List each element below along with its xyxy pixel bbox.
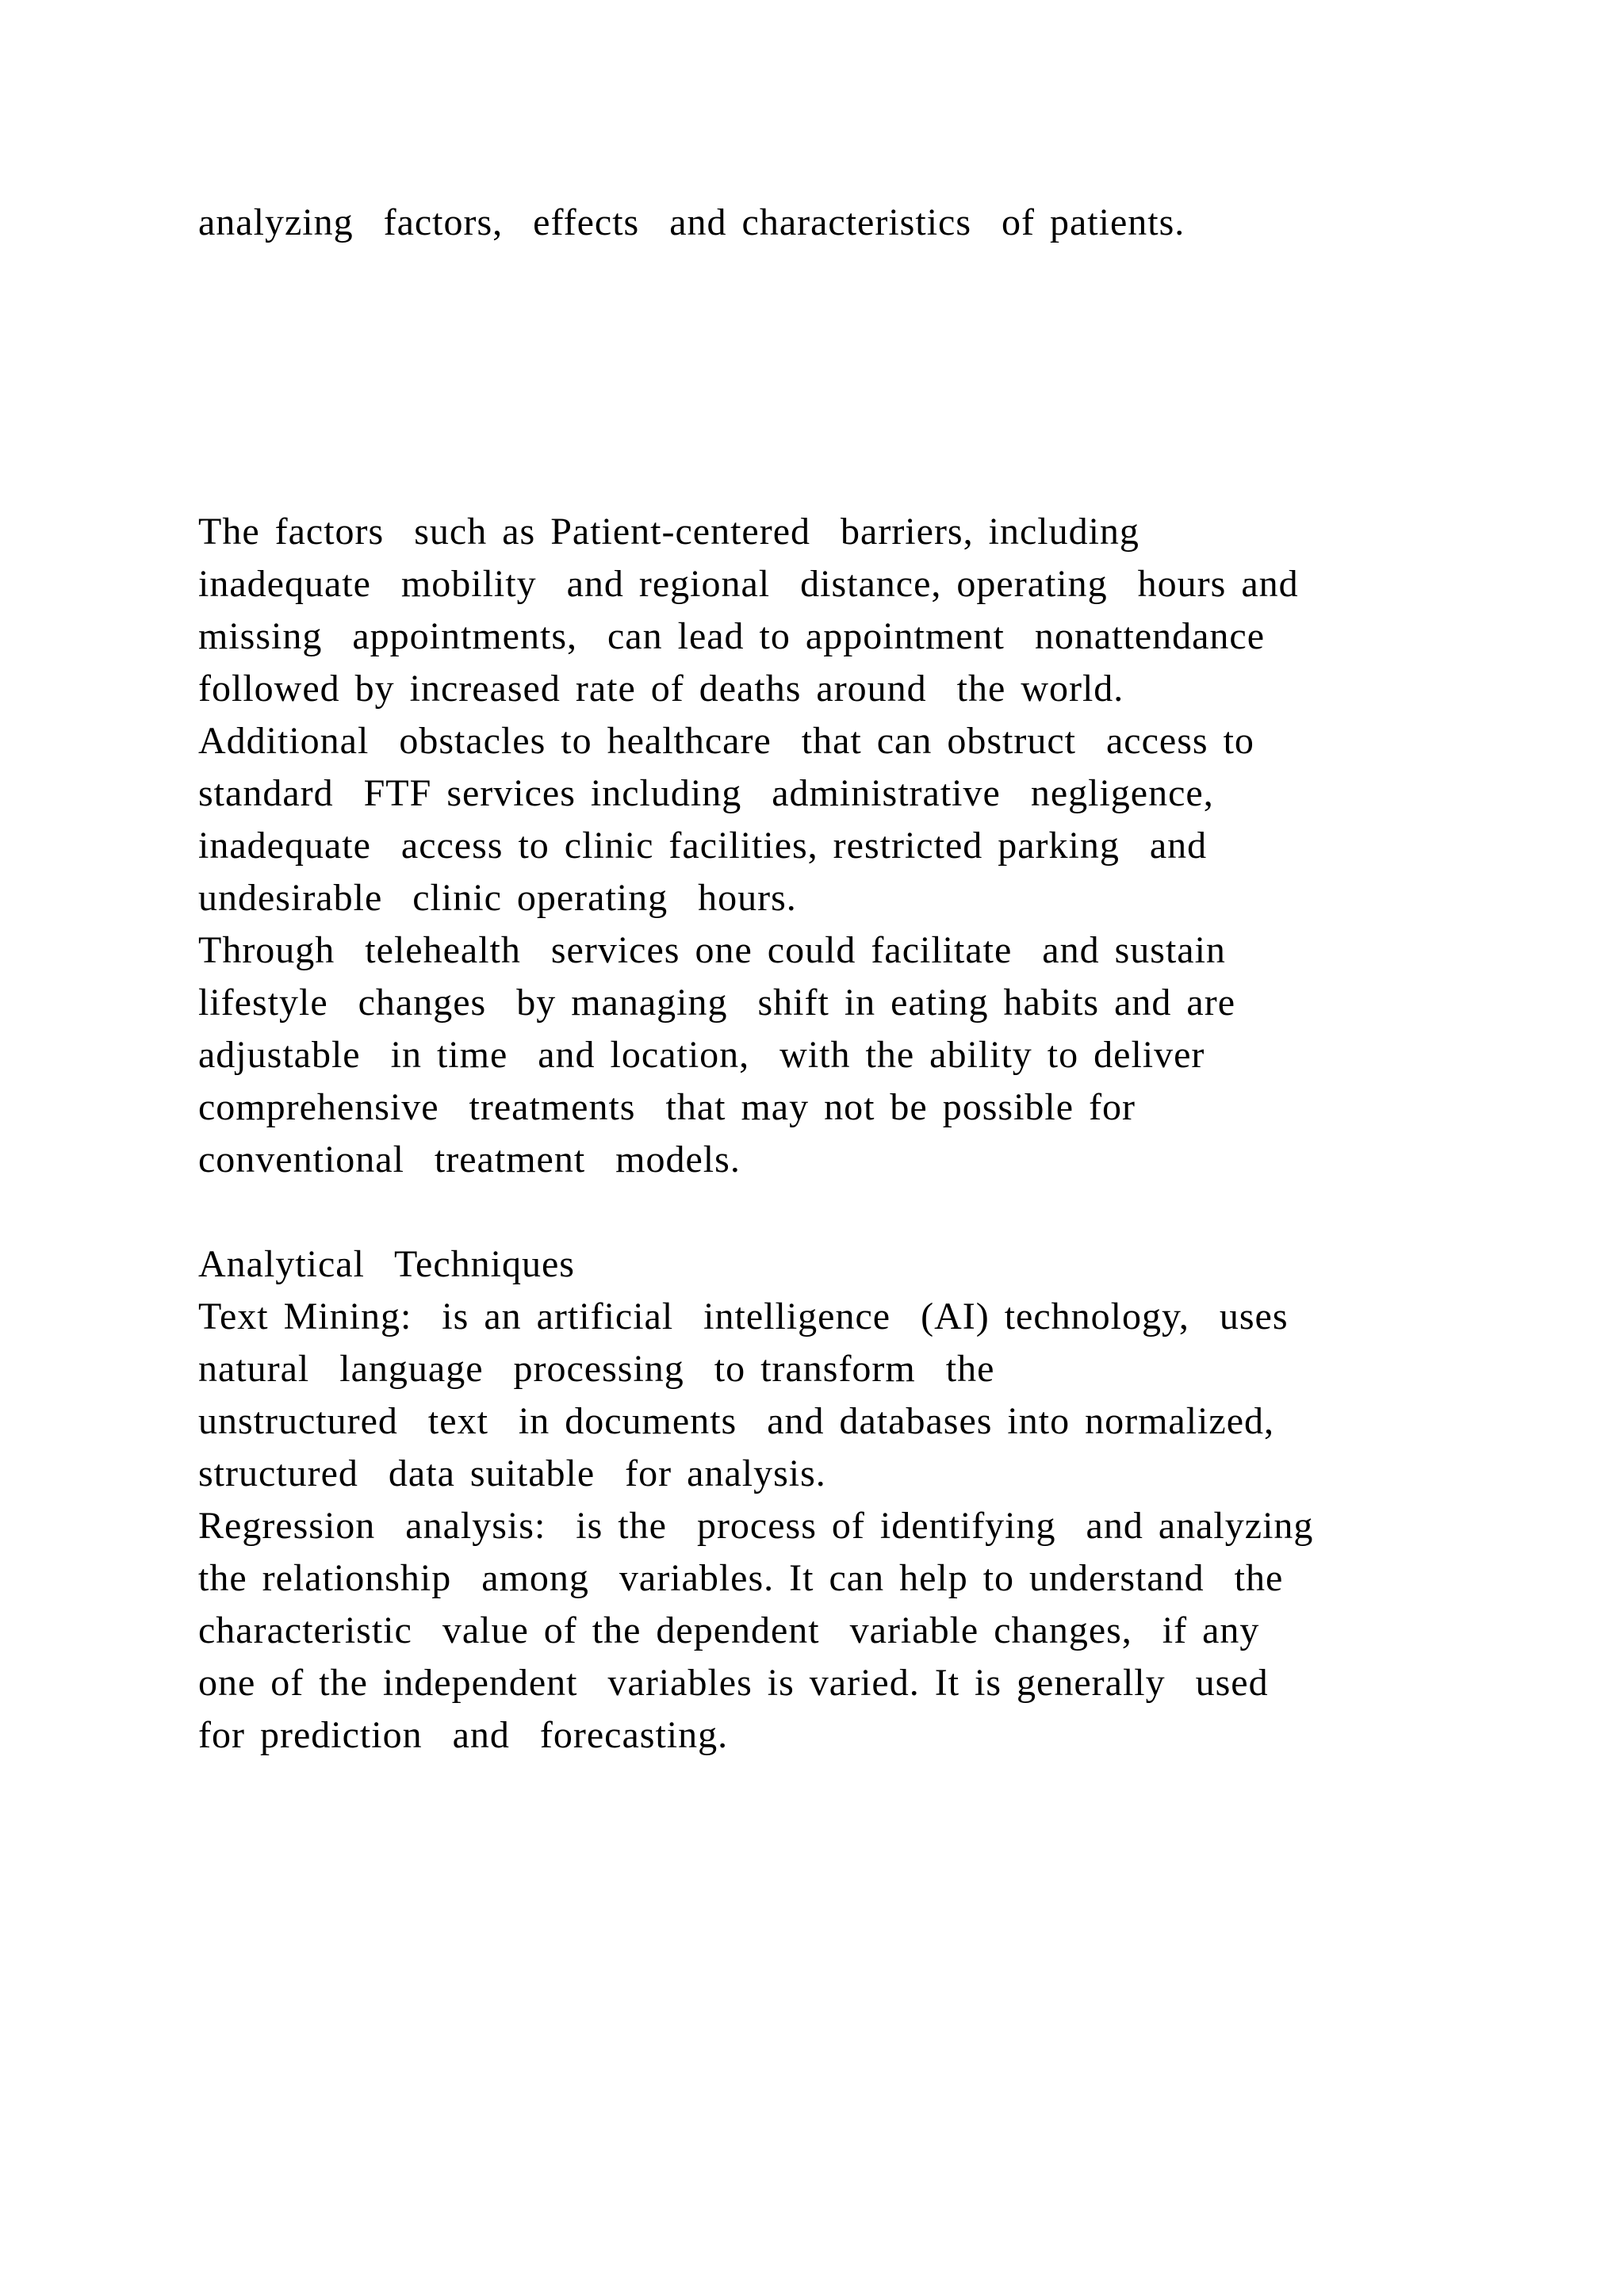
text-line: analyzing factors, effects and characteristics of patients. bbox=[198, 201, 1185, 243]
text-line: Additional obstacles to healthcare that can obstruct access to bbox=[198, 720, 1254, 762]
text-line: conventional treatment models. bbox=[198, 1138, 741, 1181]
text-line: Text Mining: is an artificial intelligence (AI) technology, uses bbox=[198, 1295, 1289, 1337]
text-line: natural language processing to transform the bbox=[198, 1348, 995, 1390]
text-line: one of the independent variables is varied. It is generally used bbox=[198, 1662, 1269, 1704]
text-line: The factors such as Patient-centered barriers, including bbox=[198, 511, 1139, 553]
text-line: missing appointments, can lead to appointment nonattendance bbox=[198, 615, 1266, 657]
section-heading: Analytical Techniques bbox=[198, 1243, 575, 1285]
text-line: adjustable in time and location, with the ability to deliver bbox=[198, 1034, 1205, 1076]
text-line: standard FTF services including administrative negligence, bbox=[198, 772, 1214, 814]
text-line: structured data suitable for analysis. bbox=[198, 1452, 826, 1494]
text-line: the relationship among variables. It can help to understand the bbox=[198, 1557, 1284, 1599]
text-line: followed by increased rate of deaths around the world. bbox=[198, 668, 1124, 710]
text-line: Through telehealth services one could facilitate and sustain bbox=[198, 929, 1226, 971]
text-line: unstructured text in documents and databases into normalized, bbox=[198, 1400, 1274, 1442]
text-line: inadequate mobility and regional distance, operating hours and bbox=[198, 563, 1299, 605]
text-line: comprehensive treatments that may not be possible for bbox=[198, 1086, 1136, 1128]
text-line: inadequate access to clinic facilities, restricted parking and bbox=[198, 825, 1208, 867]
text-line: undesirable clinic operating hours. bbox=[198, 877, 797, 919]
text-line: lifestyle changes by managing shift in eating habits and are bbox=[198, 982, 1235, 1024]
text-line: for prediction and forecasting. bbox=[198, 1714, 729, 1756]
text-line: Regression analysis: is the process of identifying and analyzing bbox=[198, 1505, 1314, 1547]
text-line: characteristic value of the dependent variable changes, if any bbox=[198, 1609, 1260, 1651]
